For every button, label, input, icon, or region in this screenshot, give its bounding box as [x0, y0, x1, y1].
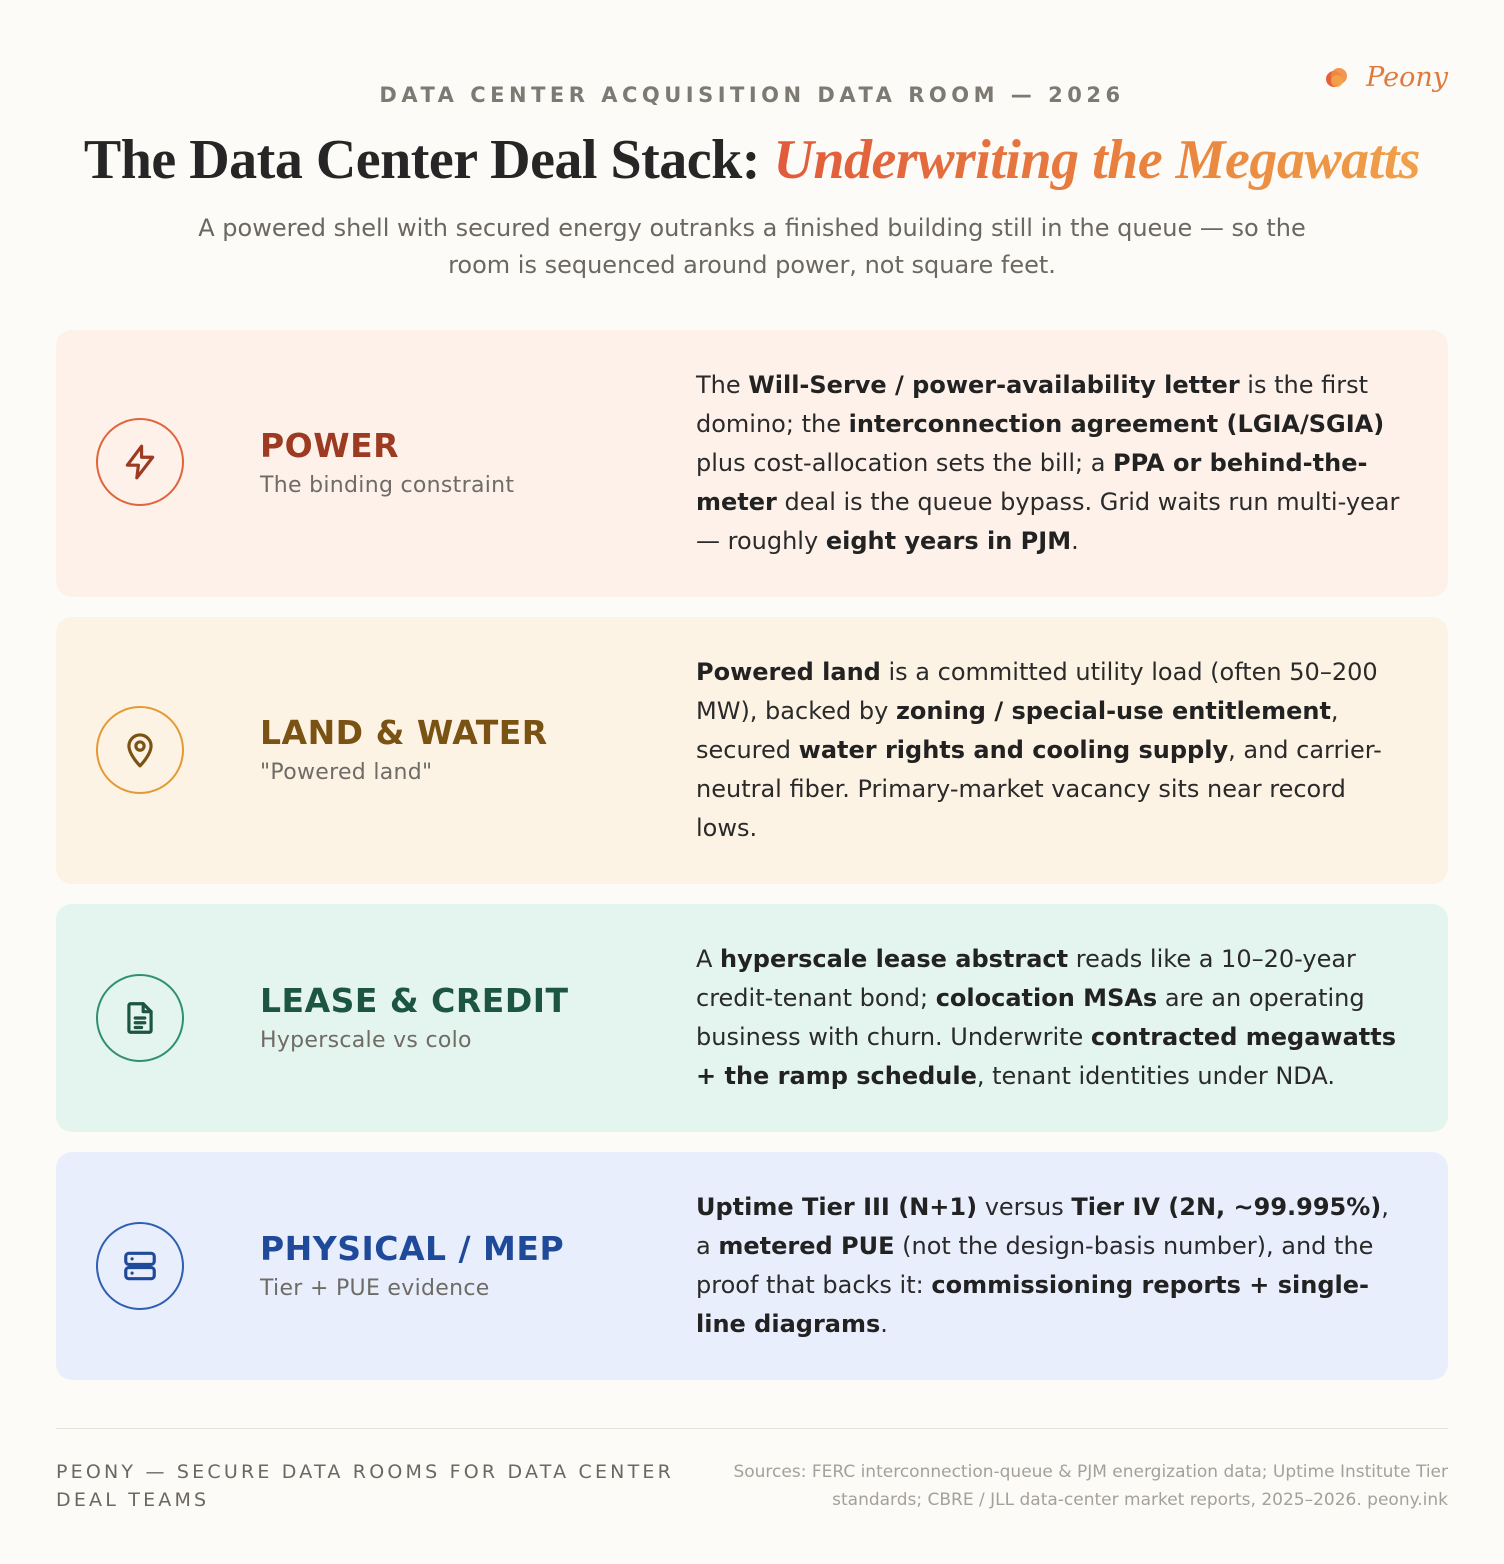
card-body [696, 366, 1411, 561]
emphasis-text: metered PUE [718, 1232, 895, 1260]
map-pin-icon [96, 706, 184, 794]
emphasis-text: zoning / special-use entitlement [895, 697, 1331, 725]
card-lease-credit [56, 904, 1448, 1132]
page-subtitle: A powered shell with secured energy outranks a finished building still in the queue — so the room is sequenced around power, not square feet. [198, 214, 1306, 279]
body-text: is a committed utility load (often 50–200 MW), backed by [696, 658, 1378, 725]
emphasis-text: contracted megawatts + the ramp schedule [696, 1023, 1396, 1090]
emphasis-text: hyperscale lease abstract [720, 945, 1069, 973]
body-text: The [696, 371, 749, 399]
server-stack-icon [96, 1222, 184, 1310]
title-main: The Data Center Deal Stack: [83, 129, 774, 191]
card-sublabel: Tier + PUE evidence [260, 1276, 490, 1301]
emphasis-text: eight years in PJM [825, 527, 1072, 555]
emphasis-text: water rights and cooling supply [798, 736, 1229, 764]
body-text: reads like a 10–20-year credit-tenant bond; [696, 945, 1356, 1012]
card-body [696, 653, 1411, 848]
emphasis-text: interconnection agreement (LGIA/SGIA) [848, 410, 1385, 438]
card-sublabel: "Powered land" [260, 760, 433, 785]
title-accent: Underwriting the Megawatts [773, 129, 1421, 191]
card-physical-mep [56, 1152, 1448, 1380]
body-text: plus cost-allocation sets the bill; a [696, 449, 1114, 477]
body-text: , tenant identities under NDA. [976, 1062, 1335, 1090]
body-text: is the first domino; the [696, 371, 1369, 438]
footer-sources: Sources: FERC interconnection-queue & PJM energization data; Uptime Institute Tier standards; CBRE / JLL data-center market reports, 2025–2026. peony.ink [733, 1462, 1448, 1510]
emphasis-text: commissioning reports + single-line diagrams [696, 1271, 1369, 1338]
body-text: , secured [696, 697, 1339, 764]
body-text: . [1071, 527, 1079, 555]
emphasis-text: colocation MSAs [935, 984, 1158, 1012]
emphasis-text: Will-Serve / power-availability letter [748, 371, 1240, 399]
card-label: LAND & WATER [260, 713, 548, 752]
emphasis-text: Powered land [696, 658, 881, 686]
emphasis-text: Tier IV (2N, ~99.995%) [1071, 1193, 1382, 1221]
lightning-bolt-icon [96, 418, 184, 506]
card-label: LEASE & CREDIT [260, 981, 569, 1020]
body-text: , and carrier-neutral fiber. Primary-market vacancy sits near record lows. [696, 736, 1382, 842]
card-body [696, 1188, 1411, 1344]
footer-divider [56, 1428, 1448, 1429]
body-text: deal is the queue bypass. Grid waits run multi-year — roughly [696, 488, 1400, 555]
body-text: (not the design-basis number), and the proof that backs it: [696, 1232, 1374, 1299]
footer-tagline: PEONY — SECURE DATA ROOMS FOR DATA CENTER DEAL TEAMS [56, 1461, 675, 1511]
body-text: A [696, 945, 721, 973]
brand-name: Peony [1366, 62, 1448, 93]
card-label: PHYSICAL / MEP [260, 1229, 565, 1268]
page-title [0, 128, 1504, 192]
body-text: versus [977, 1193, 1072, 1221]
body-text: . [880, 1310, 888, 1338]
card-label: POWER [260, 426, 400, 465]
card-body [696, 940, 1411, 1096]
emphasis-text: Uptime Tier III (N+1) [696, 1193, 978, 1221]
card-land-water [56, 617, 1448, 884]
card-power [56, 330, 1448, 597]
eyebrow: DATA CENTER ACQUISITION DATA ROOM — 2026 [379, 83, 1125, 107]
document-icon [96, 974, 184, 1062]
body-text: , a [696, 1193, 1389, 1260]
card-sublabel: Hyperscale vs colo [260, 1028, 472, 1053]
body-text: are an operating business with churn. Underwrite [696, 984, 1365, 1051]
card-sublabel: The binding constraint [260, 473, 515, 498]
emphasis-text: PPA or behind-the-meter [696, 449, 1368, 516]
